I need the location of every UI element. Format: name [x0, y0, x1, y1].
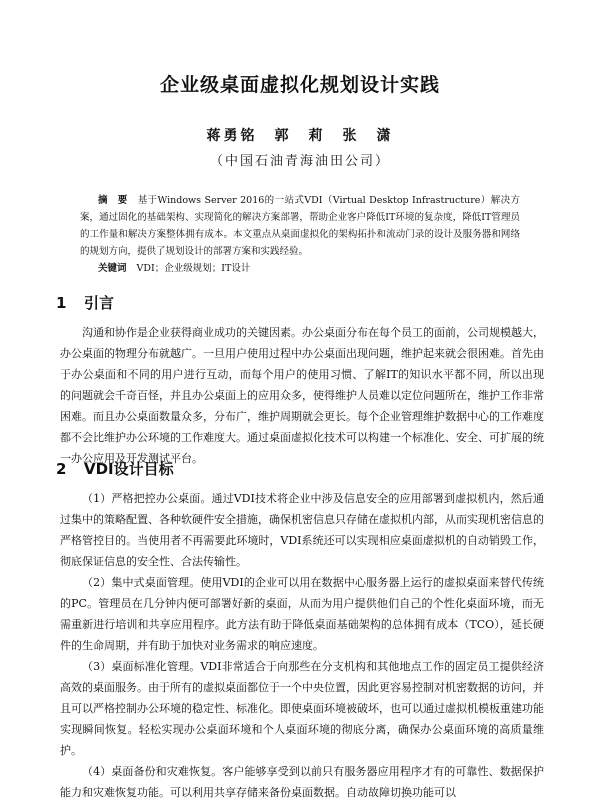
paragraph: （3）桌面标准化管理。VDI非常适合于向那些在分支机构和其他地点工作的固定员工提供经济高效的桌面服务。由于所有的虚拟桌面都位于一个中央位置，因此更容易控制对机密数据的访问，并且可以严格控制办公环境的稳定性、标准化。即使桌面环境被破坏，也可以通过虚拟机模板重建功能实现瞬间恢复。轻松实现办公桌面环境和个人桌面环境的彻底分离，确保办公桌面环境的高质量维护。 — [60, 660, 544, 757]
abstract-label: 摘 要 — [98, 195, 128, 206]
affiliation: （中国石油青海油田公司） — [209, 154, 390, 169]
keywords-label: 关键词 — [98, 263, 127, 274]
section-number: 1 — [56, 294, 67, 312]
keywords-text: VDI；企业级规划；IT设计 — [136, 263, 251, 274]
section-title: VDI设计目标 — [84, 460, 174, 478]
paragraph: （4）桌面备份和灾难恢复。客户能够享受到以前只有服务器应用程序才有的可靠性、数据保护能力和灾难恢复功能。可以利用共享存储来备份桌面数据。自动故障切换功能可以 — [60, 765, 544, 799]
abstract — [80, 192, 520, 260]
author-list: 蒋勇铭 郭 莉 张 潇 — [206, 128, 394, 144]
section-body — [60, 322, 544, 469]
paper-title: 企业级桌面虚拟化规划设计实践 — [159, 74, 440, 96]
section-title: 引言 — [84, 294, 115, 312]
abstract-text: 基于Windows Server 2016的一站式VDI（Virtual Desktop Infrastructure）解决方案，通过固化的基础架构、实现简化的解决方案部署，帮助企业客户降低IT环境的复杂度，降低IT管理员的工作量和解决方案整体拥有成本。本文重点从桌面虚拟化的架构拓扑和流动门录的设计及服务器和网络的规划方向，提供了规划设计的部署方案和实践经验。 — [80, 195, 520, 257]
section-number: 2 — [56, 460, 67, 478]
keywords — [80, 261, 520, 277]
section-body — [60, 488, 544, 803]
paragraph: 沟通和协作是企业获得商业成功的关键因素。办公桌面分布在每个员工的面前，公司规模越大，办公桌面的物理分布就越广。一旦用户使用过程中办公桌面出现问题，维护起来就会很困难。首先由于办公桌面和不同的用户进行互动，而每个用户的使用习惯、了解IT的知识水平都不同，所以出现的问题就会千奇百怪，并且办公桌面上的应用众多，使得维护人员难以定位问题所在，维护工作非常困难。而且办公桌面数量众多，分布广，维护周期就会更长。每个企业管理维护数据中心的工作难度都不会比维护办公环境的工作难度大。通过桌面虚拟化技术可以构建一个标准化、安全、可扩展的统一办公应用及开发测试平台。 — [60, 326, 544, 465]
paragraph: （2）集中式桌面管理。使用VDI的企业可以用在数据中心服务器上运行的虚拟桌面来替代传统的PC。管理员在几分钟内便可部署好新的桌面，从而为用户提供他们自己的个性化桌面环境，而无需重新进行培训和共享应用程序。此方法有助于降低桌面基础架构的总体拥有成本（TCO），延长硬件的生命周期，并有助于加快对业务需求的响应速度。 — [60, 576, 544, 652]
section-heading — [56, 458, 174, 479]
paragraph: （1）严格把控办公桌面。通过VDI技术将企业中涉及信息安全的应用部署到虚拟机内，然后通过集中的策略配置、各种软硬件安全措施，确保机密信息只存储在虚拟机内部，从而实现机密信息的严格管控目的。当使用者不再需要此环境时，VDI系统还可以实现相应桌面虚拟机的自动销毁工作，彻底保证信息的安全性、合法传输性。 — [60, 492, 544, 568]
section-heading — [56, 292, 114, 313]
